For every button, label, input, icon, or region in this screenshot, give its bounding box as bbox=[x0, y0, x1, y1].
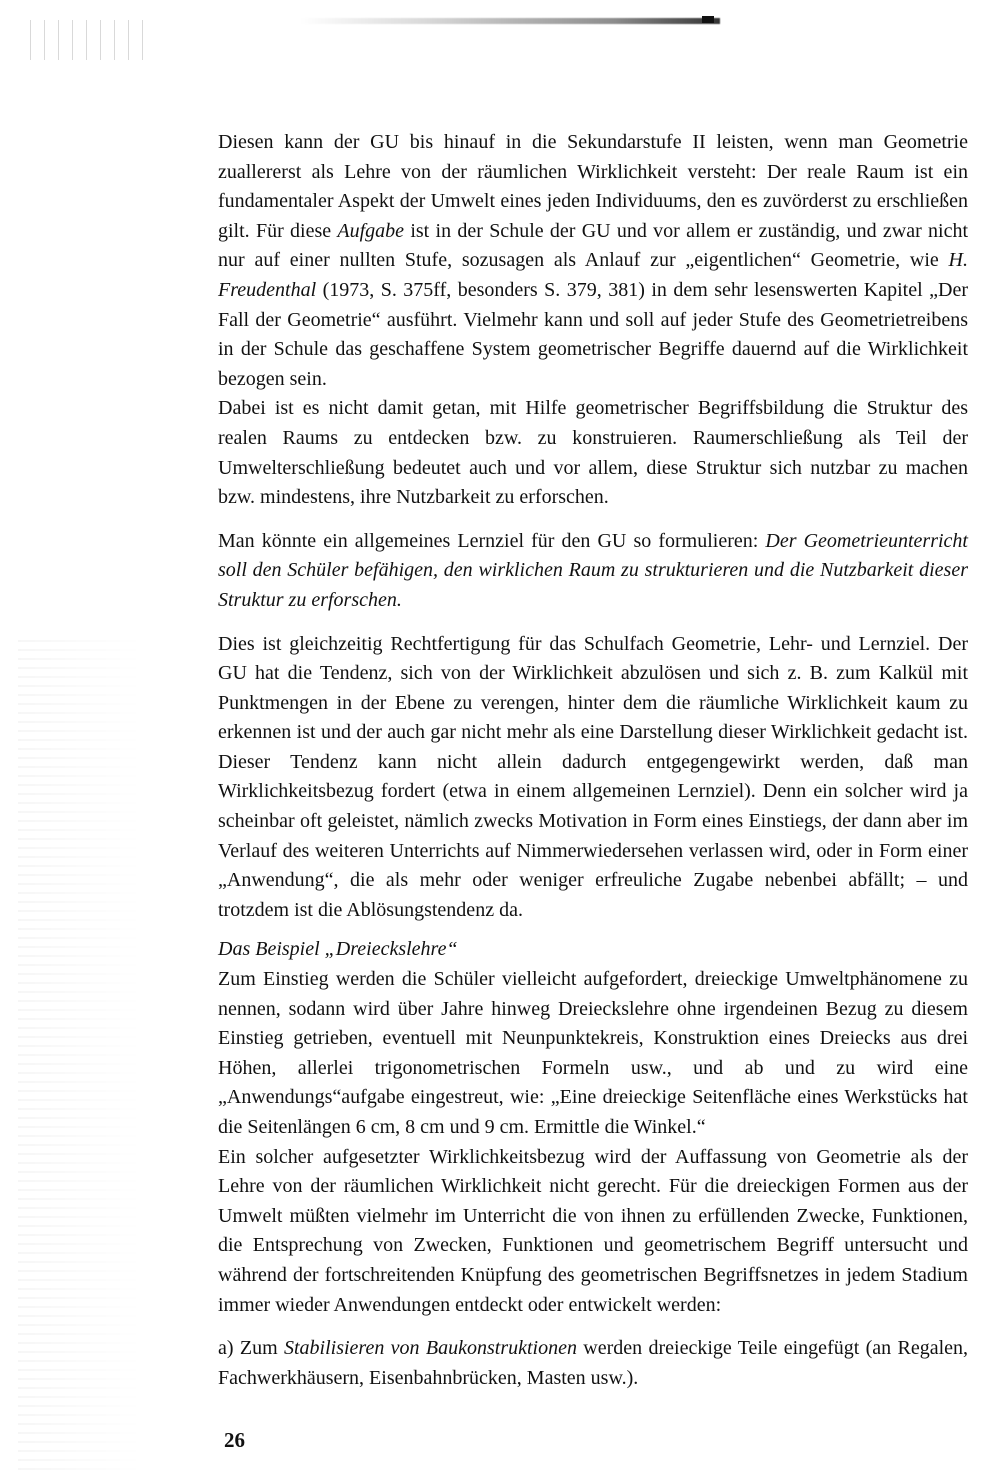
emphasis-aufgabe: Aufgabe bbox=[337, 219, 405, 242]
scan-edge-left bbox=[18, 640, 148, 1470]
scan-edge-top bbox=[300, 18, 720, 24]
paragraph-5: Zum Einstieg werden die Schüler vielleicht aufgefordert, dreieckige Umweltphänomene zu nennen, sodann wird über Jahre hinweg Dreieckslehre ohne irgendeinen Bezug zu diesem Einstieg getrieben, eventuell mit Neunpunktekreis, Konstruktion eines Dreiecks aus drei Höhen, allerlei trigonometrischen Formeln usw., und ab und zu wird eine „Anwendungs“aufgabe eingestreut, wie: „Eine dreieckige Seitenfläche eines Werkstücks hat die Seitenlängen 6 cm, 8 cm und 9 cm. Ermittle die Winkel.“ bbox=[218, 968, 968, 1138]
paragraph-3: Man könnte ein allgemeines Lernziel für den GU so formulieren: Der Geometrieunterricht soll den Schüler befähigen, den wirklichen Raum zu strukturieren und die Nutzbarkeit dieser Struktur zu erforschen. bbox=[218, 529, 968, 611]
page-number: 26 bbox=[224, 1428, 245, 1452]
paragraph-4: Dies ist gleichzeitig Rechtfertigung für das Schulfach Geometrie, Lehr- und Lernziel. Der GU hat die Tendenz, sich von der Wirklichkeit abzulösen und sich z. B. zum Kalkül mit Punktmengen in der Ebene zu verengen, hinter dem die räumliche Wirklichkeit kaum zu erkennen ist und der auch gar nicht mehr als eine Darstellung dieser Wirklichkeit gedacht ist. Dieser Tendenz kann nicht allein dadurch entgegengewirkt werden, daß man Wirklichkeitsbezug fordert (etwa in einem allgemeinen Lernziel). Denn ein solcher wird ja scheinbar oft geleistet, nämlich zwecks Motivation in Form eines Einstiegs, der dann aber im Verlauf des weiteren Unterrichts auf Nimmerwiedersehen verlassen wird, oder in Form einer „Anwendung“, die als mehr oder weniger erfreuliche Zugabe nebenbei abfällt; – und trotzdem ist die Ablösungstendenz da. bbox=[218, 632, 968, 921]
emphasis-stabilisieren: Stabilisieren von Baukonstruktionen bbox=[283, 1337, 577, 1360]
author-citation: H. Freudenthal bbox=[218, 249, 968, 301]
scan-mark bbox=[702, 16, 714, 23]
section-heading: Das Beispiel „Dreieckslehre“ bbox=[218, 938, 458, 961]
paragraph-6: Ein solcher aufgesetzter Wirklichkeitsbezug wird der Auffassung von Geometrie als der Lehre von der räumlichen Wirklichkeit nicht gerecht. Für die dreieckigen Formen aus der Umwelt müßten vielmehr im Unterricht die von ihnen zu erfüllenden Zwecke, Funktionen, die Entsprechung von Zwecken, Funktionen und geometrischem Begriff untersucht und während der fortschreitenden Knüpfung des geometrischen Begriffsnetzes in jedem Stadium immer wieder Anwendungen entdeckt oder entwickelt werden: bbox=[218, 1145, 968, 1316]
list-item-a: a) Zum Stabilisieren von Baukonstruktionen werden dreieckige Teile eingefügt (an Regalen, Fachwerkhäusern, Eisenbahnbrücken, Masten usw.). bbox=[218, 1337, 969, 1389]
paragraph-2: Dabei ist es nicht damit getan, mit Hilfe geometrischer Begriffsbildung die Struktur des realen Raums zu entdecken bzw. zu konstruieren. Raumerschließung als Teil der Umwelterschließung bedeutet auch und vor allem, diese Struktur sich nutzbar zu machen bzw. mindestens, ihre Nutzbarkeit zu erforschen. bbox=[218, 397, 968, 509]
scan-noise-top-left bbox=[30, 20, 150, 60]
paragraph-1: Diesen kann der GU bis hinauf in die Sekundarstufe II leisten, wenn man Geometrie zuallererst als Lehre von der räumlichen Wirklichkeit versteht: Der reale Raum ist ein fundamentaler Aspekt der Umwelt eines jeden Individuums, den es zuvörderst zu erschließen gilt. Für diese Aufgabe ist in der Schule der GU und vor allem er zuständig, und zwar nicht nur auf einer nullten Stufe, sozusagen als Anlauf zur „eigentlichen“ Geometrie, wie H. Freudenthal (1973, S. 375ff, besonders S. 379, 381) in dem sehr lesenswerten Kapitel „Der Fall der Geometrie“ ausführt. Vielmehr kann und soll auf jeder Stufe des Geometrietreibens in der Schule das geschaffene System geometrischer Begriffe dauernd auf die Wirklichkeit bezogen sein. bbox=[218, 131, 969, 390]
page-body bbox=[218, 128, 968, 1393]
learning-goal: Der Geometrieunterricht soll den Schüler befähigen, den wirklichen Raum zu strukturieren und die Nutzbarkeit dieser Struktur zu erforschen. bbox=[218, 529, 968, 611]
